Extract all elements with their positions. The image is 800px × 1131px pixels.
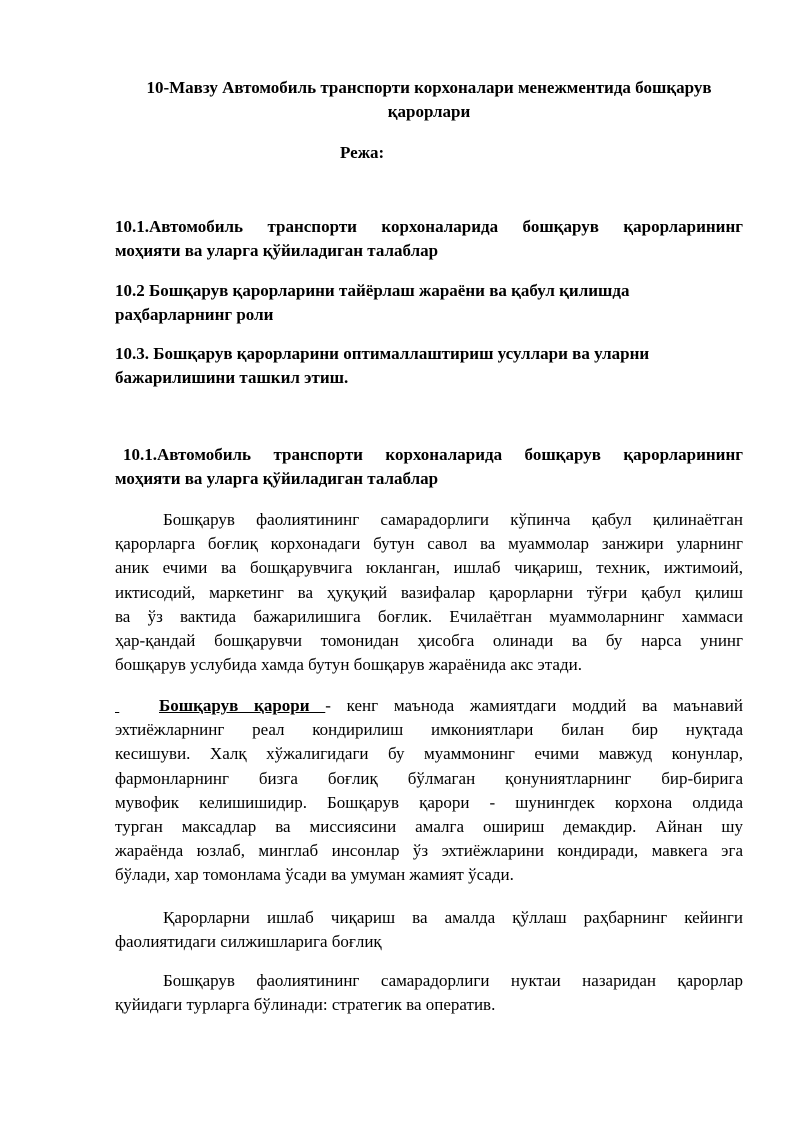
paragraph-1-line: иктисодий, маркетинг ва ҳуқуқий вазифалар қарорларни тўғри қабул қилиш bbox=[115, 582, 743, 602]
plan-item-1-line-1: 10.1.Автомобиль транспорти корхоналарида бошқарув қарорларининг bbox=[115, 217, 743, 236]
paragraph-2-line: фармонларнинг бизга боғлиқ бўлмаган қонуниятларнинг бир-бирига bbox=[115, 768, 743, 788]
title-line-2: қарорлари bbox=[387, 102, 471, 122]
paragraph-2-line: жараёнда юзлаб, минглаб инсонлар ўз эхтиёжларини кондиради, мавкега эга bbox=[115, 841, 743, 861]
paragraph-1-line: аник ечими ва бошқарувчига юкланган, ишлаб чиқариш, техник, ижтимоий, bbox=[115, 558, 743, 578]
paragraph-1-line: ва ўз вактида бажарилишига боғлик. Ечилаётган муаммоларнинг хаммаси bbox=[115, 606, 743, 626]
plan-item-2-line-2: раҳбарларнинг роли bbox=[115, 305, 274, 325]
section-heading-line-1: 10.1.Автомобиль транспорти корхоналарида бошқарув қарорларининг bbox=[123, 445, 743, 464]
plan-item-2-line-1: 10.2 Бошқарув қарорларини тайёрлаш жараёни ва қабул қилишда bbox=[115, 281, 630, 300]
paragraph-2-line: турган максадлар ва миссиясини амалга ошириш демакдир. Айнан шу bbox=[115, 817, 743, 837]
paragraph-1-line: бошқарув услубида хамда бутун бошқарув жараёнида акс этади. bbox=[115, 655, 582, 675]
plan-item-3 bbox=[115, 342, 743, 390]
paragraph-2-line: мувофик келишишидир. Бошқарув қарори - шунингдек корхона олдида bbox=[115, 792, 743, 812]
plan-item-1 bbox=[115, 215, 743, 263]
paragraph-2-first-rest: - кенг маънода жамиятдаги моддий ва маънавий bbox=[325, 696, 743, 715]
plan-item-1-line-2: моҳияти ва уларга қўйиладиган талаблар bbox=[115, 241, 439, 261]
paragraph-2-line: кесишуви. Халқ хўжалигидаги бу муаммонинг ечими мавжуд конунлар, bbox=[115, 744, 743, 764]
paragraph-2-term-prefix bbox=[115, 694, 159, 718]
paragraph-1-line: Бошқарув фаолиятининг самарадорлиги кўпинча қабул қилинаётган bbox=[163, 510, 743, 529]
paragraph-3-line: фаолиятидаги силжишларига боғлиқ bbox=[115, 932, 382, 952]
paragraph-2-line: эхтиёжларнинг реал кондирилиш имкониятлари билан бир нуқтада bbox=[115, 720, 743, 740]
plan-heading: Режа: bbox=[340, 143, 385, 162]
paragraph-2-line: бўлади, хар томонлама ўсади ва умуман жамият ўсади. bbox=[115, 865, 514, 885]
paragraph-2-first-line bbox=[115, 694, 743, 718]
section-heading bbox=[115, 443, 743, 491]
paragraph-4-line: Бошқарув фаолиятининг самарадорлиги нуктаи назаридан қарорлар bbox=[163, 971, 743, 990]
paragraph-3-line: Қарорларни ишлаб чиқариш ва амалда қўллаш раҳбарнинг кейинги bbox=[163, 908, 743, 927]
section-heading-line-2: моҳияти ва уларга қўйиладиган талаблар bbox=[115, 469, 439, 489]
plan-item-2 bbox=[115, 279, 743, 327]
plan-item-3-line-2: бажарилишини ташкил этиш. bbox=[115, 368, 349, 388]
paragraph-4 bbox=[115, 969, 743, 1017]
document-title bbox=[115, 76, 743, 124]
paragraph-1-line: қарорларга боғлиқ корхонадаги бутун савол ва муаммолар занжири уларнинг bbox=[115, 534, 743, 554]
paragraph-2-term: Бошқарув қарори bbox=[159, 696, 326, 715]
paragraph-1 bbox=[115, 508, 743, 677]
paragraph-2 bbox=[115, 694, 743, 888]
paragraph-4-line: қуйидаги турларга бўлинади: стратегик ва оператив. bbox=[115, 995, 496, 1015]
paragraph-1-line: ҳар-қандай бошқарувчи томонидан ҳисобга олинади ва бу нарса унинг bbox=[115, 631, 743, 651]
title-line-1: 10-Мавзу Автомобиль транспорти корхоналари менежментида бошқарув bbox=[146, 78, 712, 97]
paragraph-3 bbox=[115, 906, 743, 954]
plan-item-3-line-1: 10.3. Бошқарув қарорларини оптималлаштириш усуллари ва уларни bbox=[115, 344, 650, 363]
